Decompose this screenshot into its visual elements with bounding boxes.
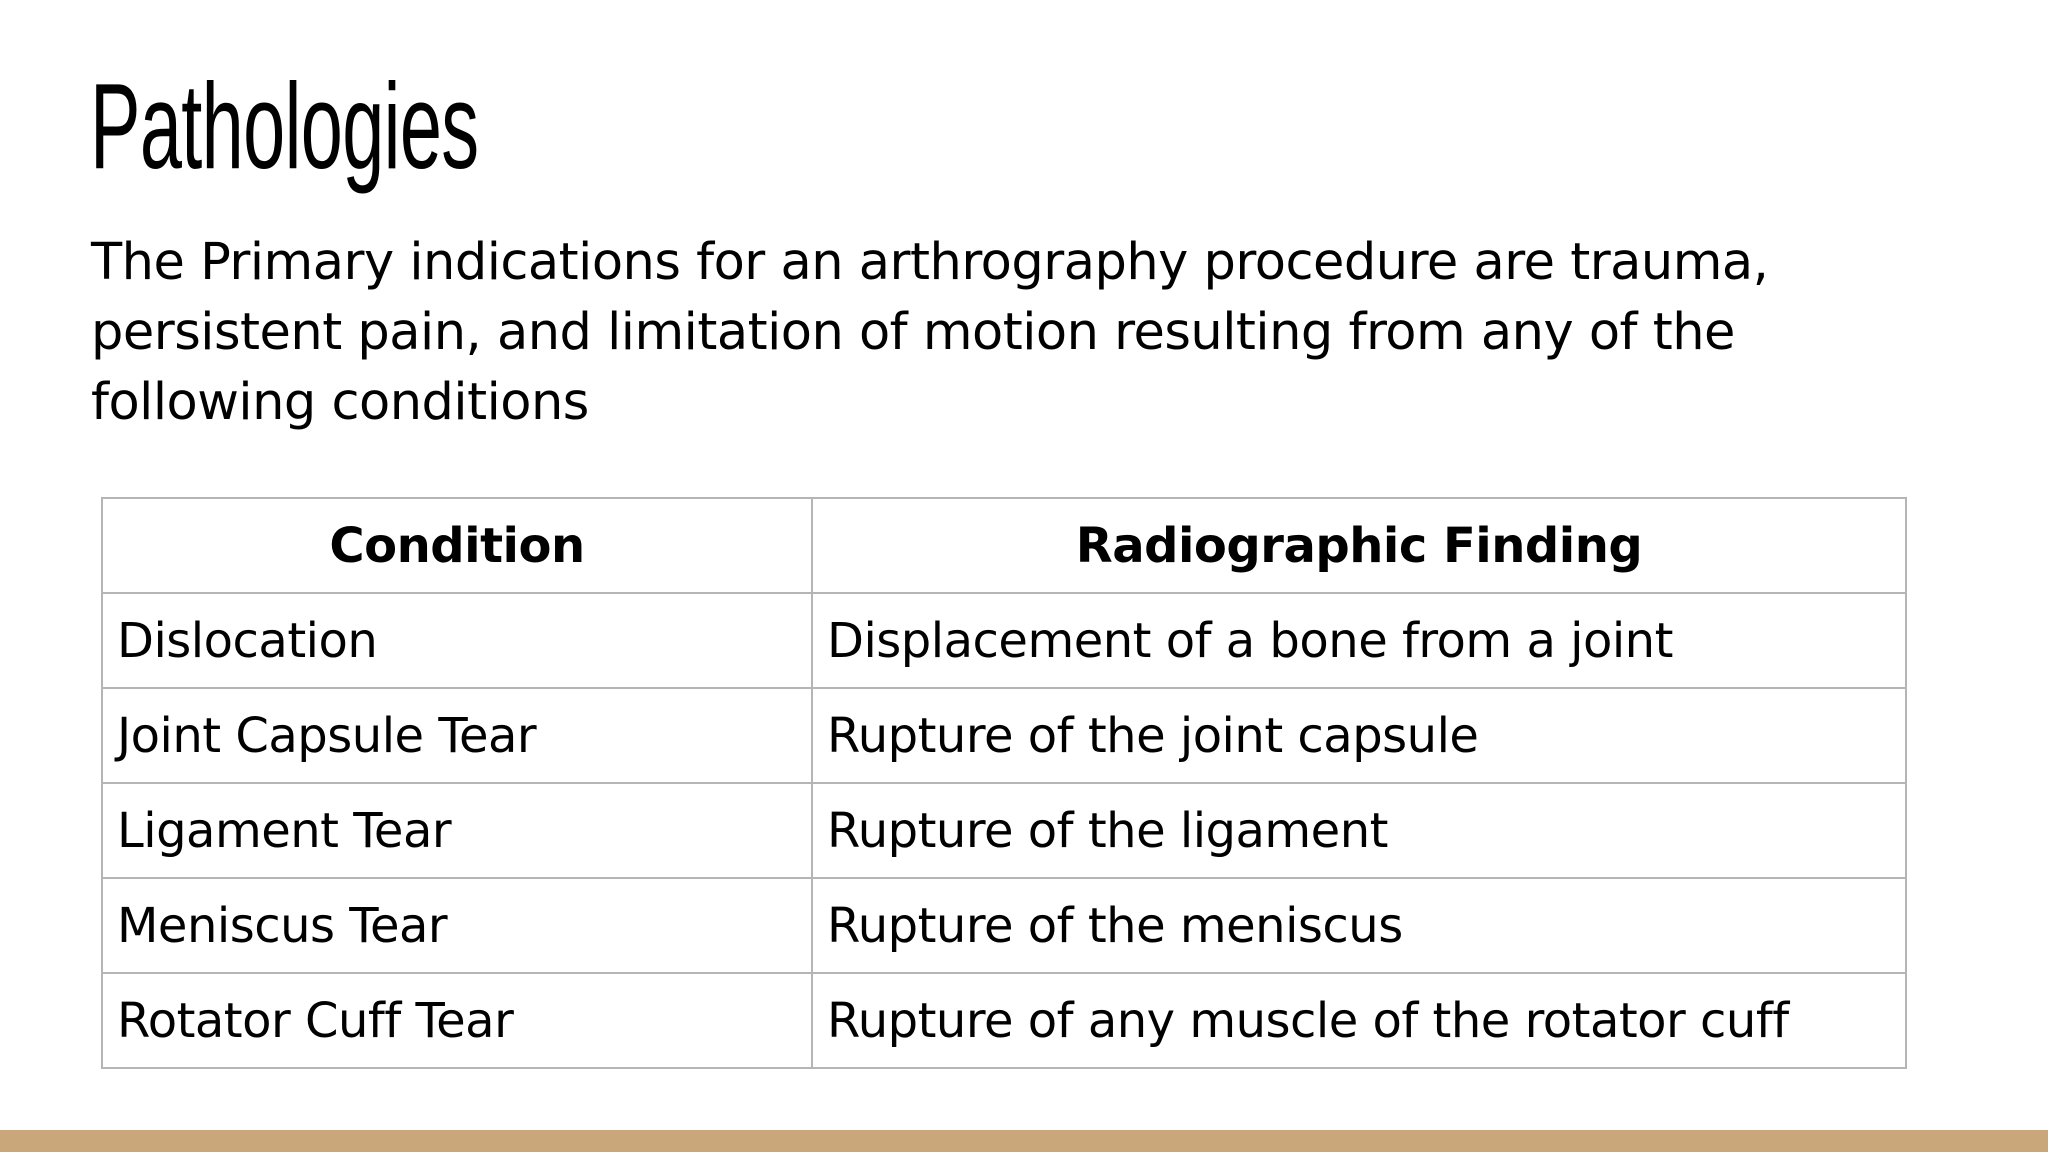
table-row xyxy=(102,973,1906,1068)
header-radiographic-finding: Radiographic Finding xyxy=(812,498,1906,593)
header-condition: Condition xyxy=(102,498,812,593)
finding-cell: Rupture of the meniscus xyxy=(812,878,1906,973)
condition-cell: Joint Capsule Tear xyxy=(102,688,812,783)
table-header-row xyxy=(102,498,1906,593)
condition-cell: Rotator Cuff Tear xyxy=(102,973,812,1068)
finding-cell: Rupture of the joint capsule xyxy=(812,688,1906,783)
condition-cell: Ligament Tear xyxy=(102,783,812,878)
condition-cell: Dislocation xyxy=(102,593,812,688)
table-row xyxy=(102,688,1906,783)
table-row xyxy=(102,878,1906,973)
footer-accent-bar xyxy=(0,1130,2048,1152)
table-row xyxy=(102,783,1906,878)
slide-title: Pathologies xyxy=(90,58,479,194)
finding-cell: Displacement of a bone from a joint xyxy=(812,593,1906,688)
intro-paragraph: The Primary indications for an arthrography procedure are trauma, persistent pain, and limitation of motion resulting from any of the following conditions xyxy=(91,233,1769,432)
pathologies-table-container xyxy=(101,497,1905,1069)
table-row xyxy=(102,593,1906,688)
pathologies-table xyxy=(101,497,1907,1069)
finding-cell: Rupture of any muscle of the rotator cuff xyxy=(812,973,1906,1068)
condition-cell: Meniscus Tear xyxy=(102,878,812,973)
finding-cell: Rupture of the ligament xyxy=(812,783,1906,878)
